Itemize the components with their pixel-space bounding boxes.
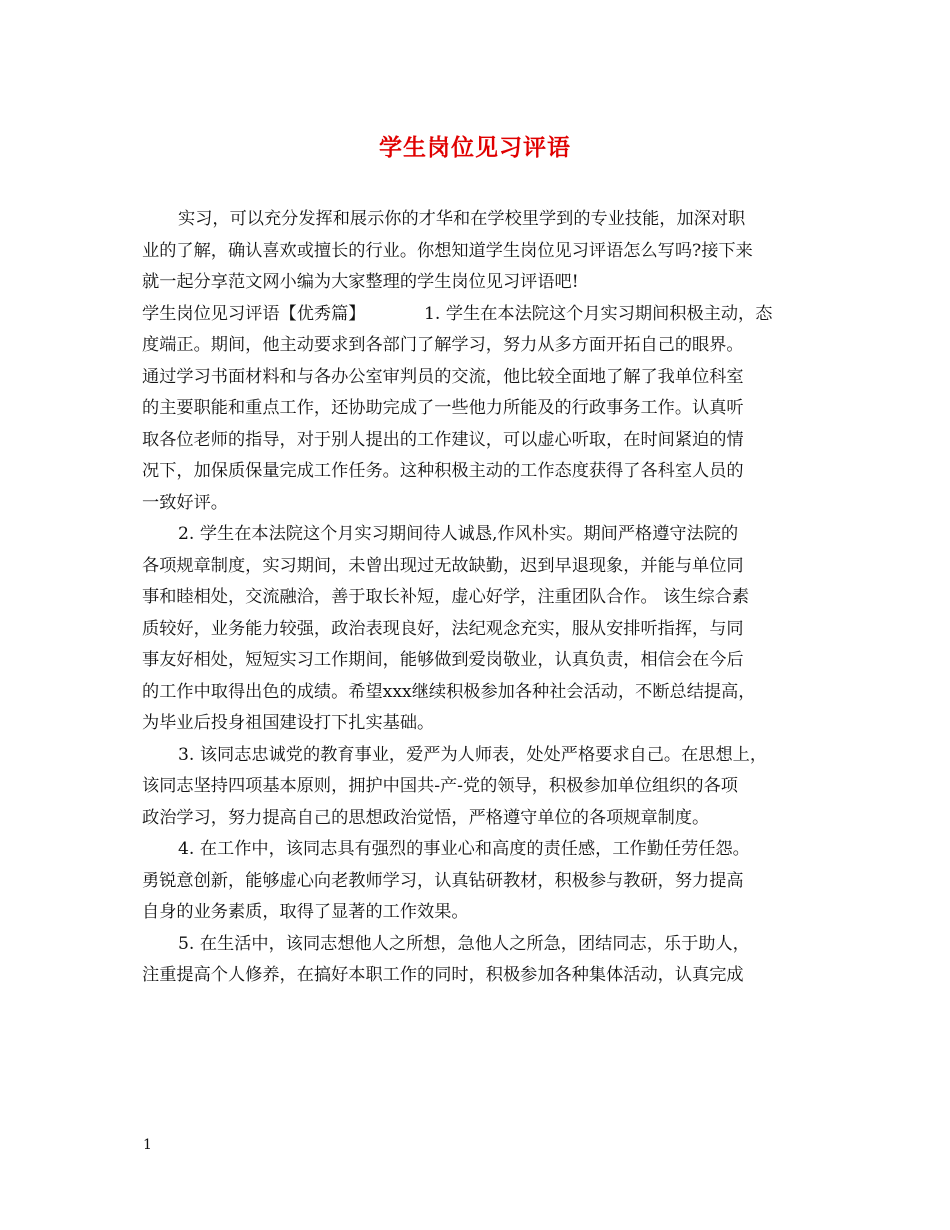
text-line-segment: 1. 学生在本法院这个月实习期间积极主动，态	[424, 303, 773, 324]
text-line: 的工作中取得出色的成绩。希望xxx继续积极参加各种社会活动，不断总结提高，	[142, 681, 756, 702]
text-line: 5. 在生活中，该同志想他人之所想，急他人之所急，团结同志，乐于助人，	[178, 933, 750, 954]
text-line: 事和睦相处，交流融洽，善于取长补短，虚心好学，注重团队合作。 该生综合素	[142, 587, 750, 607]
text-line: 通过学习书面材料和与各办公室审判员的交流，他比较全面地了解了我单位科室	[142, 366, 744, 387]
text-line: 注重提高个人修养，在搞好本职工作的同时，积极参加各种集体活动，认真完成	[142, 965, 744, 985]
text-line: 各项规章制度，实习期间，未曾出现过无故缺勤，迟到早退现象，并能与单位同	[142, 555, 744, 576]
text-line: 3. 该同志忠诚党的教育事业，爱严为人师表，处处严格要求自己。在思想上，	[178, 744, 768, 765]
paragraph-4	[142, 834, 824, 929]
intro-paragraph	[142, 204, 824, 299]
text-line: 政治学习，努力提高自己的思想政治觉悟，严格遵守单位的各项规章制度。	[142, 807, 710, 828]
text-line: 实习，可以充分发挥和展示你的才华和在学校里学到的专业技能，加深对职	[178, 209, 746, 229]
text-line: 就一起分享范文网小编为大家整理的学生岗位见习评语吧!	[142, 272, 579, 292]
section-heading: 学生岗位见习评语【优秀篇】	[142, 303, 366, 324]
document-body	[142, 204, 824, 992]
paragraph-5	[142, 929, 824, 992]
text-line: 业的了解，确认喜欢或擅长的行业。你想知道学生岗位见习评语怎么写吗?接下来	[142, 240, 753, 261]
text-line: 2. 学生在本法院这个月实习期间待人诚恳,作风朴实。期间严格遵守法院的	[178, 524, 739, 544]
text-line: 一致好评。	[142, 492, 228, 513]
paragraph-1	[142, 299, 824, 520]
text-line: 事友好相处，短短实习工作期间，能够做到爱岗敬业，认真负责，相信会在今后	[142, 650, 744, 670]
text-line: 度端正。期间，他主动要求到各部门了解学习，努力从多方面开拓自己的眼界。	[142, 335, 744, 355]
text-line: 质较好，业务能力较强，政治表现良好，法纪观念充实，服从安排听指挥，与同	[142, 618, 744, 639]
text-line: 况下，加保质保量完成工作任务。这种积极主动的工作态度获得了各科室人员的	[142, 461, 744, 481]
paragraph-3	[142, 740, 824, 835]
text-line: 4. 在工作中，该同志具有强烈的事业心和高度的责任感，工作勤任劳任怨。	[178, 839, 750, 859]
text-line: 的主要职能和重点工作，还协助完成了一些他力所能及的行政事务工作。认真听	[142, 398, 744, 418]
document-title: 学生岗位见习评语	[379, 134, 571, 161]
text-line: 为毕业后投身祖国建设打下扎实基础。	[142, 713, 435, 733]
text-line: 取各位老师的指导，对于别人提出的工作建议，可以虚心听取，在时间紧迫的情	[142, 429, 744, 450]
page-number: 1	[143, 1137, 152, 1153]
text-line: 勇锐意创新，能够虚心向老教师学习，认真钻研教材，积极参与教研，努力提高	[142, 870, 744, 891]
text-line: 该同志坚持四项基本原则，拥护中国共-产-党的领导，积极参加单位组织的各项	[142, 776, 738, 796]
text-line	[142, 299, 824, 331]
text-line: 自身的业务素质，取得了显著的工作效果。	[142, 902, 469, 922]
paragraph-2	[142, 519, 824, 740]
